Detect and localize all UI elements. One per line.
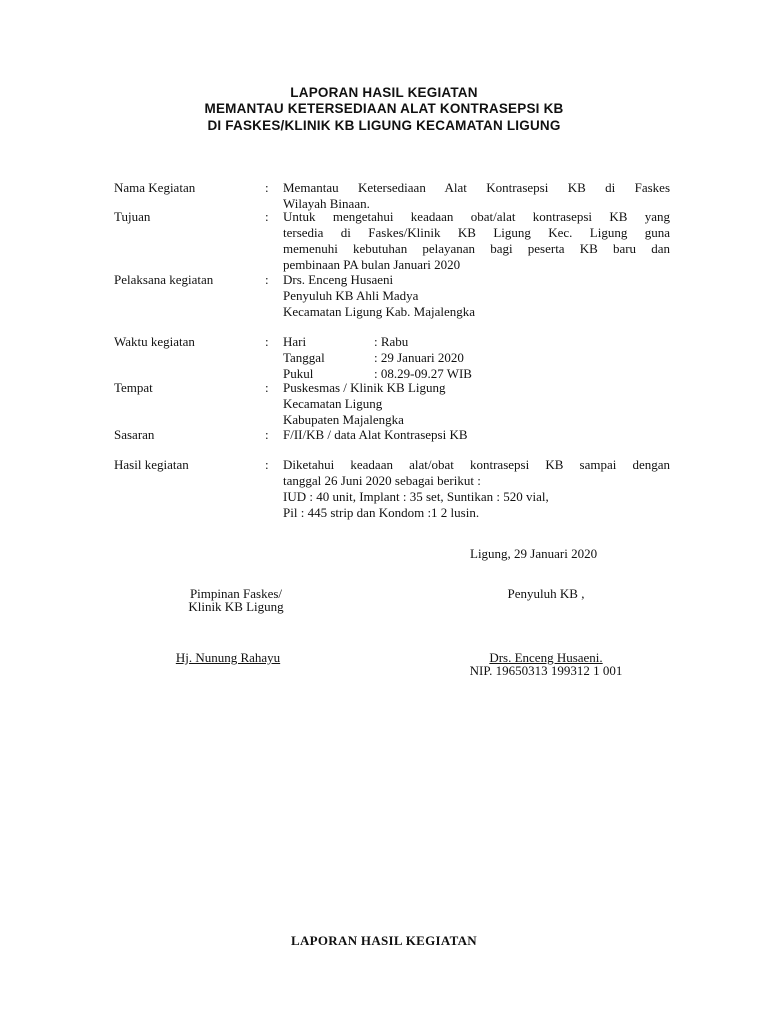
place-date: Ligung, 29 Januari 2020 xyxy=(470,546,598,561)
pukul-label: Pukul xyxy=(283,366,314,381)
tempat-line-1: Puskesmas / Klinik KB Ligung xyxy=(283,380,446,395)
waktu-label: Waktu kegiatan xyxy=(114,334,195,349)
report-location-title: DI FASKES/KLINIK KB LIGUNG KECAMATAN LIGUNG xyxy=(207,118,561,133)
colon: : xyxy=(265,272,269,287)
sasaran-label: Sasaran xyxy=(114,427,155,442)
left-signer-name: Hj. Nunung Rahayu xyxy=(175,650,281,665)
tujuan-line-3: memenuhi kebutuhan pelayanan bagi peserta KB baru dan xyxy=(283,241,670,256)
tujuan-line-1: Untuk mengetahui keadaan obat/alat kontrasepsi KB yang xyxy=(283,209,670,224)
colon: : xyxy=(265,427,269,442)
left-signer-title-1: Pimpinan Faskes/ xyxy=(189,586,283,601)
tanggal-label: Tanggal xyxy=(283,350,325,365)
left-signer-title-2: Klinik KB Ligung xyxy=(188,599,284,614)
pelaksana-position: Penyuluh KB Ahli Madya xyxy=(283,288,419,303)
hasil-line-2: tanggal 26 Juni 2020 sebagai berikut : xyxy=(283,473,481,488)
colon: : xyxy=(265,334,269,349)
hasil-line-4: Pil : 445 strip dan Kondom :1 2 lusin. xyxy=(283,505,480,520)
pukul-value: : 08.29-09.27 WIB xyxy=(374,366,472,381)
right-signer-title: Penyuluh KB , xyxy=(507,586,585,601)
hari-value: : Rabu xyxy=(374,334,409,349)
pelaksana-name: Drs. Enceng Husaeni xyxy=(283,272,394,287)
colon: : xyxy=(265,180,269,195)
nama-kegiatan-value xyxy=(283,180,670,212)
right-signer-name: Drs. Enceng Husaeni. xyxy=(489,650,603,665)
hari-label: Hari xyxy=(283,334,307,349)
hasil-value xyxy=(283,457,670,521)
colon: : xyxy=(265,380,269,395)
nama-kegiatan-label: Nama Kegiatan xyxy=(114,180,196,195)
tujuan-line-4: pembinaan PA bulan Januari 2020 xyxy=(283,257,461,272)
colon: : xyxy=(265,209,269,224)
hasil-label: Hasil kegiatan xyxy=(114,457,189,472)
pelaksana-label: Pelaksana kegiatan xyxy=(114,272,214,287)
tempat-line-3: Kabupaten Majalengka xyxy=(283,412,404,427)
nama-kegiatan-line-2: Wilayah Binaan. xyxy=(283,196,370,211)
tanggal-value: : 29 Januari 2020 xyxy=(374,350,464,365)
tempat-label: Tempat xyxy=(114,380,153,395)
colon: : xyxy=(265,457,269,472)
report-subtitle: MEMANTAU KETERSEDIAAN ALAT KONTRASEPSI KB xyxy=(204,101,564,116)
tujuan-line-2: tersedia di Faskes/Klinik KB Ligung Kec. Ligung guna xyxy=(283,225,670,240)
nama-kegiatan-line-1: Memantau Ketersediaan Alat Kontrasepsi KB di Faskes xyxy=(283,180,670,195)
tujuan-label: Tujuan xyxy=(114,209,151,224)
next-page-title: LAPORAN HASIL KEGIATAN xyxy=(291,933,477,948)
hasil-line-3: IUD : 40 unit, Implant : 35 set, Suntikan : 520 vial, xyxy=(283,489,549,504)
report-title: LAPORAN HASIL KEGIATAN xyxy=(290,85,478,100)
tujuan-value xyxy=(283,209,670,273)
right-signer-nip: NIP. 19650313 199312 1 001 xyxy=(469,663,623,678)
hasil-line-1: Diketahui keadaan alat/obat kontrasepsi KB sampai dengan xyxy=(283,457,670,472)
tempat-line-2: Kecamatan Ligung xyxy=(283,396,383,411)
pelaksana-region: Kecamatan Ligung Kab. Majalengka xyxy=(283,304,476,319)
sasaran-value: F/II/KB / data Alat Kontrasepsi KB xyxy=(283,427,468,442)
